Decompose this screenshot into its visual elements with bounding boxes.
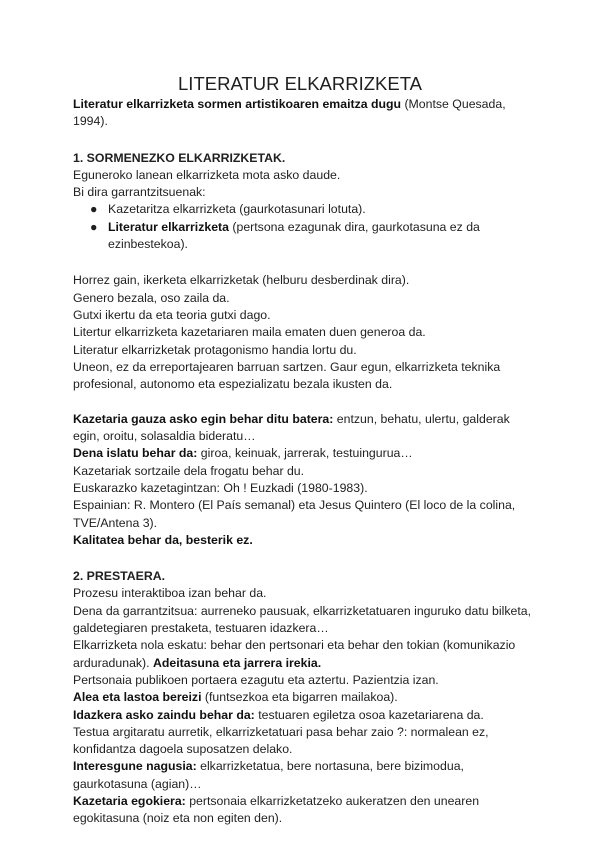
section1-line: Bi dira garrantzitsuenak:: [73, 185, 206, 200]
intro-paragraph: [73, 96, 533, 131]
bullet-marker: ●: [90, 202, 98, 217]
dena-paragraph: [73, 445, 533, 462]
paragraph-line: Pertsonaia publikoen portaera ezagutu eta aztertu. Pazientzia izan.: [73, 672, 439, 687]
eskatu-bold: Adeitasuna eta jarrera irekia.: [152, 655, 322, 670]
kalitatea-line: [73, 532, 533, 549]
section1-bullet-list: [73, 201, 533, 253]
paragraph-line: Gutxi ikertu da eta teoria gutxi dago.: [73, 307, 271, 322]
paragraph-line: Dena da garrantzitsua: aurreneko pausuak, elkarrizketatuaren inguruko datu bilketa, galdetegiaren prestaketa, testuaren idazkera…: [73, 603, 531, 636]
bullet-text: Kazetaritza elkarrizketa (gaurkotasunari lotuta).: [108, 202, 366, 217]
kazetaria-egokiera-bold: Kazetaria egokiera:: [73, 793, 186, 808]
bullet-bold: Literatur elkarrizketa: [108, 219, 229, 234]
bullet-marker: ●: [90, 219, 98, 234]
intro-citation: (Montse Quesada, 1994).: [73, 97, 506, 129]
section1-heading: 1. SORMENEZKO ELKARRIZKETAK.: [73, 150, 286, 165]
dena-text: giroa, keinuak, jarrerak, testuingurua…: [197, 446, 413, 461]
kazetaria-bold: Kazetaria gauza asko egin behar ditu batera:: [73, 411, 334, 426]
kalitatea-bold: Kalitatea behar da, besterik ez.: [73, 532, 253, 547]
bullet-item: [73, 219, 533, 254]
kazetaria-egokiera-text: pertsonaia elkarrizketatzeko aukeratzen den unearen egokitasuna (noiz eta non egiten den).: [73, 793, 480, 826]
paragraph-line: Espainian: R. Montero (El País semanal) eta Jesus Quintero (El loco de la colina, TVE/Antena 3).: [73, 498, 516, 530]
kazetaria-egokiera-paragraph: [73, 793, 533, 828]
document-body: [73, 96, 533, 828]
eskatu-paragraph: [73, 637, 533, 672]
interesgune-text: elkarrizketatua, bere nortasuna, bere bizimodua, gaurkotasuna (agian)…: [73, 759, 464, 791]
intro-bold: Literatur elkarrizketa sormen artistikoaren emaitza dugu: [73, 97, 402, 111]
paragraph-line: Uneon, ez da erreportajearen barruan sartzen. Gaur egun, elkarrizketa teknika profesional, autonomo eta espezializatu bezala ikusten da.: [73, 359, 501, 392]
kazetaria-paragraph: [73, 411, 533, 446]
paragraph-line: Litertur elkarrizketa kazetariaren maila ematen duen generoa da.: [73, 325, 426, 340]
interesgune-paragraph: [73, 758, 533, 793]
eskatu-text: Elkarrizketa nola eskatu: behar den pertsonari eta behar den tokian (komunikazio arduradunak).: [73, 638, 516, 670]
interesgune-bold: Interesgune nagusia:: [73, 759, 197, 774]
section2-heading: 2. PRESTAERA.: [73, 569, 166, 584]
alea-paragraph: [73, 689, 533, 706]
paragraph-line: Genero bezala, oso zaila da.: [73, 290, 230, 305]
bullet-item: [73, 201, 533, 218]
idazkera-bold: Idazkera asko zaindu behar da:: [73, 707, 255, 722]
alea-bold: Alea eta lastoa bereizi: [73, 690, 202, 705]
paragraph-line: Literatur elkarrizketak protagonismo handia lortu du.: [73, 342, 357, 357]
document-title: LITERATUR ELKARRIZKETA: [178, 73, 422, 94]
paragraph-line: Horrez gain, ikerketa elkarrizketak (helburu desberdinak dira).: [73, 273, 410, 288]
idazkera-text: testuaren egiletza osoa kazetariarena da.: [254, 707, 484, 722]
alea-text: (funtsezkoa eta bigarren mailakoa).: [201, 690, 398, 705]
kazetaria-text: entzun, behatu, ulertu, galderak egin, oroitu, solasaldia bideratu…: [73, 411, 510, 444]
section1-line: Eguneroko lanean elkarrizketa mota asko daude.: [73, 167, 341, 182]
bullet-text: (pertsona ezagunak dira, gaurkotasuna ez da ezinbestekoa).: [108, 219, 480, 252]
idazkera-paragraph: [73, 707, 533, 724]
paragraph-line: Testua argitaratu aurretik, elkarrizketatuari pasa behar zaio ?: normalean ez, konfidantza dagoela suposatzen delako.: [73, 724, 489, 757]
paragraph-line: Prozesu interaktiboa izan behar da.: [73, 586, 267, 601]
paragraph-line: Kazetariak sortzaile dela frogatu behar du.: [73, 463, 305, 478]
paragraph-line: Euskarazko kazetagintzan: Oh ! Euzkadi (1980-1983).: [73, 480, 368, 495]
dena-bold: Dena islatu behar da:: [73, 446, 198, 461]
